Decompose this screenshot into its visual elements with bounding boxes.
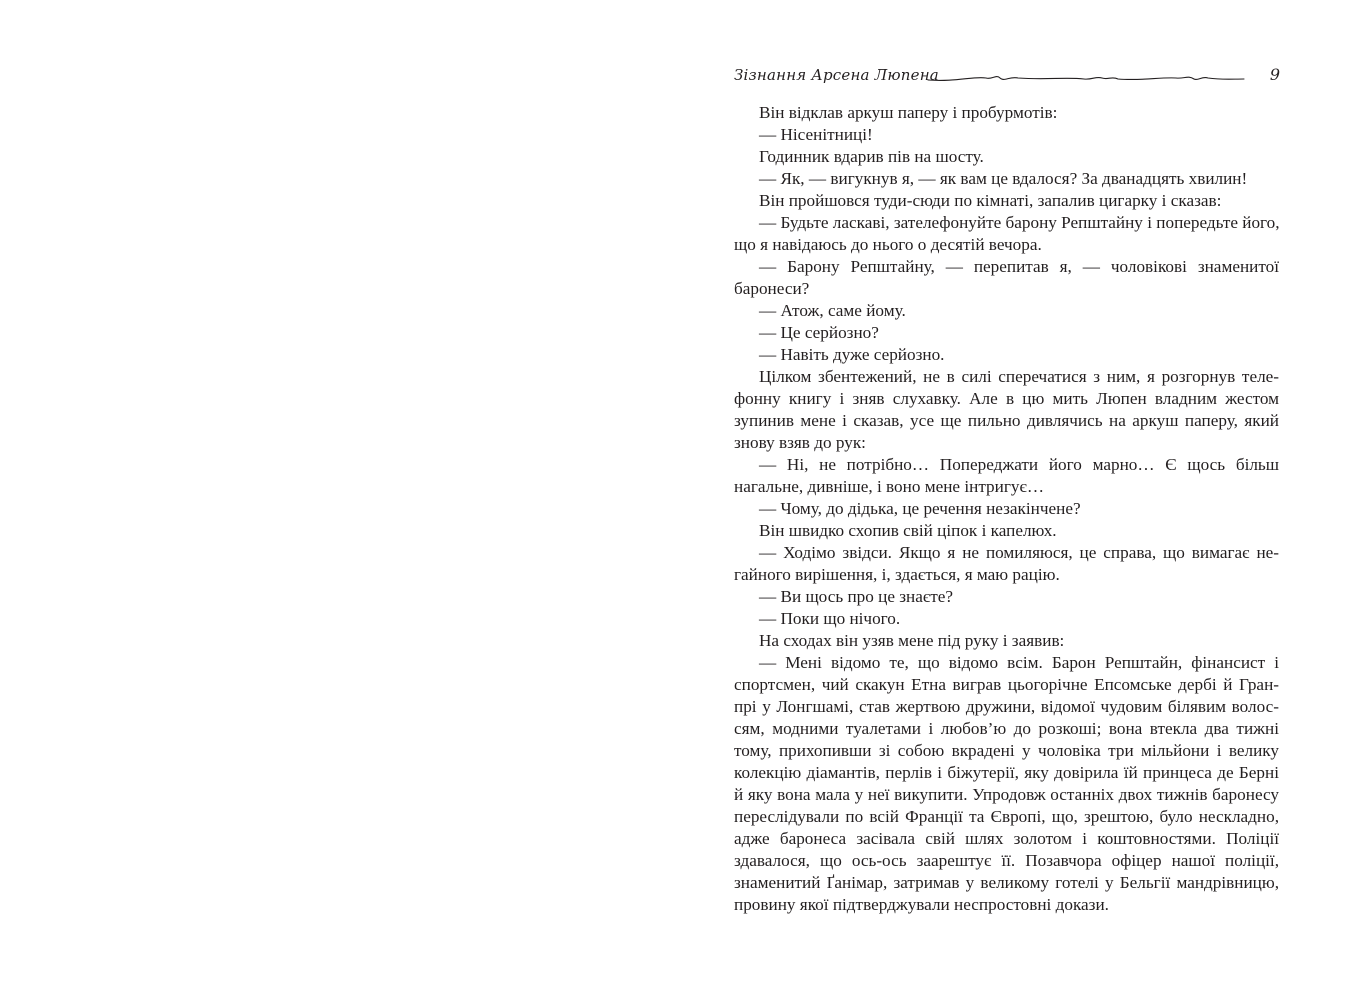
text-line: — Навіть дуже серйозно.	[759, 345, 945, 364]
text-line: Годинник вдарив пів на шосту.	[759, 147, 984, 166]
text-line: — Барону Репштайну, — перепитав я, — чоловікові знаменитої	[759, 257, 1279, 276]
text-line: — Атож, саме йому.	[759, 301, 906, 320]
text-line: провину якої підтверджували неспростовні докази.	[734, 895, 1109, 914]
text-line: — Ні, не потрібно… Попереджати його марно… Є щось більш	[759, 455, 1279, 474]
text-line: — Будьте ласкаві, зателефонуйте барону Репштайну і попередьте його,	[759, 213, 1280, 232]
text-line: гайного вирішення, і, здається, я маю рацію.	[734, 565, 1060, 584]
text-line: колекцію діамантів, перлів і біжутерії, яку довірила їй принцеса де Берні	[734, 763, 1279, 782]
text-line: знову взяв до рук:	[734, 433, 866, 452]
text-line: — Чому, до дідька, це речення незакінчене?	[759, 499, 1081, 518]
text-line: — Як, — вигукнув я, — як вам це вдалося? За дванадцять хвилин!	[759, 169, 1248, 188]
text-line: здавалося, що ось-ось заарештує її. Позавчора офіцер нашої поліції,	[734, 851, 1279, 870]
flourish-ornament-icon	[926, 68, 1246, 88]
text-line: спортсмен, чий скакун Етна виграв цьогорічне Епсомське дербі й Гран-	[734, 675, 1279, 694]
text-line: нагальне, дивніше, і воно мене інтригує…	[734, 477, 1045, 496]
text-line: — Нісенітниці!	[759, 125, 873, 144]
text-line: прі у Лонгшамі, став жертвою дружини, відомої чудовим білявим волос-	[734, 697, 1279, 716]
text-line: Цілком збентежений, не в силі сперечатися з ним, я розгорнув теле-	[759, 367, 1279, 386]
text-line: Він швидко схопив свій ціпок і капелюх.	[759, 521, 1057, 540]
text-line: — Це серйозно?	[759, 323, 879, 342]
text-line: зупинив мене і сказав, усе ще пильно дивлячись на аркуш паперу, який	[734, 411, 1279, 430]
text-line: адже баронеса засівала свій шлях золотом і коштовностями. Поліції	[734, 829, 1279, 848]
text-line: — Ви щось про це знаєте?	[759, 587, 954, 606]
text-line: На сходах він узяв мене під руку і заявив:	[759, 631, 1065, 650]
text-line: баронеси?	[734, 279, 810, 298]
book-title: Зізнання Арсена Люпена	[734, 66, 939, 84]
text-line: — Ходімо звідси. Якщо я не помиляюся, це справа, що вимагає не-	[759, 543, 1279, 562]
text-line: сям, модними туалетами і любов’ю до розкоші; вона втекла два тижні	[734, 719, 1279, 738]
text-line: фонну книгу і зняв слухавку. Але в цю мить Люпен владним жестом	[734, 389, 1279, 408]
text-line: — Поки що нічого.	[759, 609, 901, 628]
text-line: — Мені відомо те, що відомо всім. Барон Репштайн, фінансист і	[759, 653, 1279, 672]
text-line: Він пройшовся туди-сюди по кімнаті, запалив цигарку і сказав:	[759, 191, 1222, 210]
page-number: 9	[1269, 65, 1280, 84]
text-line: переслідували по всій Франції та Європі, що, зрештою, було нескладно,	[734, 807, 1279, 826]
text-line: знаменитий Ґанімар, затримав у великому готелі у Бельгії мандрівницю,	[734, 873, 1279, 892]
text-line: тому, прихопивши зі собою вкрадені у чоловіка три мільйони і велику	[734, 741, 1279, 760]
text-line: що я навідаюсь до нього о десятій вечора.	[734, 235, 1042, 254]
body-text	[734, 102, 1279, 916]
text-line: Він відклав аркуш паперу і пробурмотів:	[759, 103, 1058, 122]
running-head	[734, 64, 1280, 94]
text-line: й яку вона мала у неї викупити. Упродовж останніх двох тижнів баронесу	[734, 785, 1279, 804]
